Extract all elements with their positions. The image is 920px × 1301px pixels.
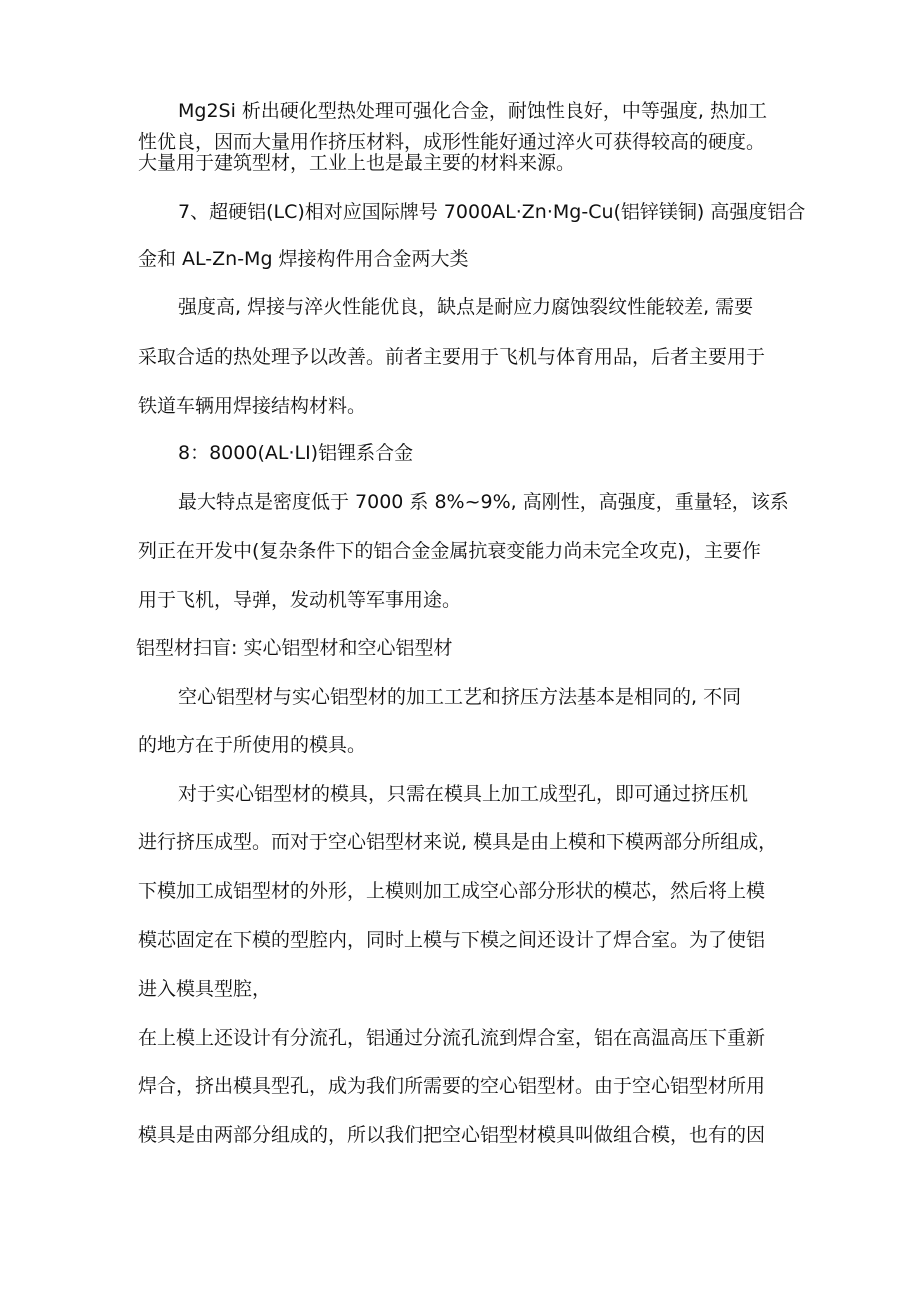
- text-line: 进行挤压成型。而对于空心铝型材来说, 模具是由上模和下模两部分所组成，: [138, 831, 778, 853]
- text-line: 采取合适的热处理予以改善。前者主要用于飞机与体育用品，后者主要用于: [138, 346, 766, 368]
- text-line: 列正在开发中(复杂条件下的铝合金金属抗衰变能力尚未完全攻克)，主要作: [138, 540, 761, 562]
- text-line: 强度高, 焊接与淬火性能优良，缺点是耐应力腐蚀裂纹性能较差, 需要: [178, 296, 754, 318]
- text-line: 最大特点是密度低于 7000 系 8%~9%, 高刚性，高强度，重量轻，该系: [178, 491, 789, 513]
- text-line: 下模加工成铝型材的外形，上模则加工成空心部分形状的模芯，然后将上模: [138, 880, 766, 902]
- text-line: 铁道车辆用焊接结构材料。: [138, 395, 367, 417]
- text-line: 性优良，因而大量用作挤压材料，成形性能好通过淬火可获得较高的硬度。: [138, 131, 766, 153]
- text-line: 模具是由两部分组成的，所以我们把空心铝型材模具叫做组合模，也有的因: [138, 1124, 766, 1146]
- text-line: 金和 AL-Zn-Mg 焊接构件用合金两大类: [138, 248, 469, 270]
- section-heading-8: 8：8000(AL·LI)铝锂系合金: [178, 442, 414, 464]
- text-line: 的地方在于所使用的模具。: [138, 734, 367, 756]
- text-line: 在上模上还设计有分流孔，铝通过分流孔流到焊合室，铝在高温高压下重新: [138, 1027, 766, 1049]
- text-line: 焊合，挤出模具型孔，成为我们所需要的空心铝型材。由于空心铝型材所用: [138, 1075, 766, 1097]
- text-line: 大量用于建筑型材，工业上也是最主要的材料来源。: [138, 152, 576, 174]
- section-title: 铝型材扫盲: 实心铝型材和空心铝型材: [136, 637, 453, 659]
- text-line: 进入模具型腔，: [138, 978, 272, 1000]
- text-line: 对于实心铝型材的模具，只需在模具上加工成型孔，即可通过挤压机: [178, 783, 749, 805]
- text-line: 空心铝型材与实心铝型材的加工工艺和挤压方法基本是相同的, 不同: [178, 686, 742, 708]
- text-line: 模芯固定在下模的型腔内，同时上模与下模之间还设计了焊合室。为了使铝: [138, 929, 766, 951]
- section-heading-7: 7、超硬铝(LC)相对应国际牌号 7000AL·Zn·Mg-Cu(铝锌镁铜) 高强度铝合: [178, 201, 806, 223]
- text-line: Mg2Si 析出硬化型热处理可强化合金，耐蚀性良好，中等强度, 热加工: [178, 100, 768, 122]
- text-line: 用于飞机，导弹，发动机等军事用途。: [138, 589, 462, 611]
